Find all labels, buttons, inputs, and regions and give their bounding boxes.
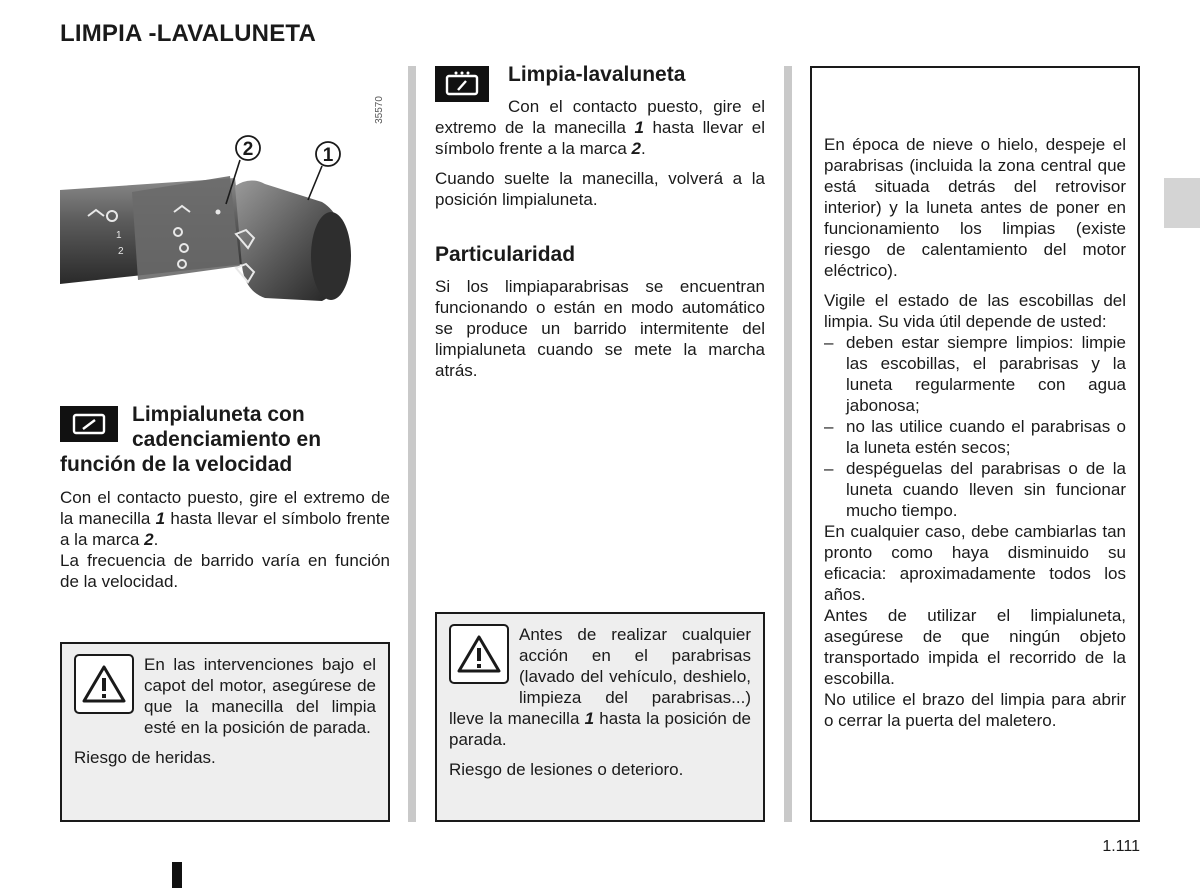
dial-mark-1: 1 bbox=[116, 230, 122, 241]
page-number: 1.111 bbox=[1102, 838, 1140, 855]
left-section-body bbox=[60, 487, 390, 592]
column-divider-left bbox=[408, 66, 416, 822]
warning-middle-risk: Riesgo de lesiones o deterioro. bbox=[449, 760, 684, 779]
column-divider-right bbox=[784, 66, 792, 822]
section-heading-wiper-washer: Limpia-lavaluneta bbox=[508, 63, 686, 86]
right-paragraph-2: Vigile el estado de las escobillas del limpia. Su vida útil depende de usted: bbox=[824, 291, 1126, 331]
list-item: – despéguelas del parabrisas o de la luneta cuando lleven sin funcionar mucho tiempo. bbox=[824, 458, 1126, 521]
wiper-stalk-illustration bbox=[60, 66, 390, 366]
warning-middle-text: Antes de realizar cualquier acción en el parabrisas (lavado del vehículo, deshielo, limpieza del parabrisas...) lleve la manecilla 1 hasta la posición de parada. bbox=[449, 625, 751, 749]
list-item: – deben estar siempre limpios: limpie las escobillas, el parabrisas y la luneta regularmente con agua jabonosa; bbox=[824, 332, 1126, 416]
middle-paragraph-1: Con el contacto puesto, gire el extremo de la manecilla 1 hasta llevar el símbolo frente a la marca 2. bbox=[435, 97, 765, 158]
callout-2: 2 bbox=[242, 139, 254, 160]
section-heading-speed-wiper: Limpialuneta con cadenciamiento en función de la velocidad bbox=[60, 403, 322, 476]
left-paragraph-2: La frecuencia de barrido varía en función de la velocidad. bbox=[60, 551, 390, 591]
middle-paragraph-3: Si los limpiaparabrisas se encuentran funcionando o están en modo automático se produce un barrido intermitente del limpialuneta cuando se mete la marcha atrás. bbox=[435, 277, 765, 380]
right-paragraph-1: En época de nieve o hielo, despeje el parabrisas (incluida la zona central que está situada detrás del retrovisor interior) y la luneta antes de poner en funcionamiento los limpias (existe riesgo de calentamiento del motor eléctrico). bbox=[824, 135, 1126, 280]
right-bullet-list bbox=[824, 332, 1126, 521]
wiper-stalk-figure bbox=[60, 66, 390, 366]
warning-left-risk: Riesgo de heridas. bbox=[74, 748, 216, 767]
dial-mark-2: 2 bbox=[118, 246, 124, 257]
middle-section-body bbox=[435, 96, 765, 210]
figure-ref-number: 35570 bbox=[374, 96, 385, 124]
right-info-box bbox=[810, 66, 1140, 822]
middle-paragraph-2: Cuando suelte la manecilla, volverá a la posición limpialuneta. bbox=[435, 169, 765, 209]
page-edge-mark bbox=[172, 862, 182, 888]
warning-box-left bbox=[60, 642, 390, 822]
right-paragraph-5: No utilice el brazo del limpia para abrir o cerrar la puerta del maletero. bbox=[824, 690, 1126, 730]
list-item: – no las utilice cuando el parabrisas o la luneta estén secos; bbox=[824, 416, 1126, 458]
left-paragraph-1: Con el contacto puesto, gire el extremo de la manecilla 1 hasta llevar el símbolo frente a la marca 2. bbox=[60, 488, 390, 549]
warning-box-middle bbox=[435, 612, 765, 822]
chapter-tab-marker bbox=[1164, 178, 1200, 228]
warning-triangle-icon bbox=[74, 654, 134, 714]
section-heading-particularidad: Particularidad bbox=[435, 243, 576, 266]
warning-left-text: En las intervenciones bajo el capot del motor, asegúrese de que la manecilla del limpia esté en la posición de parada. bbox=[144, 655, 376, 737]
warning-triangle-icon bbox=[449, 624, 509, 684]
right-paragraph-4: Antes de utilizar el limpialuneta, asegúrese de que ningún objeto transportado impida el recorrido de la escobilla. bbox=[824, 606, 1126, 688]
right-paragraph-3: En cualquier caso, debe cambiarlas tan pronto como haya disminuido su eficacia: aproximadamente todos los años. bbox=[824, 522, 1126, 604]
page-title: LIMPIA -LAVALUNETA bbox=[60, 20, 317, 47]
callout-1: 1 bbox=[322, 145, 334, 166]
